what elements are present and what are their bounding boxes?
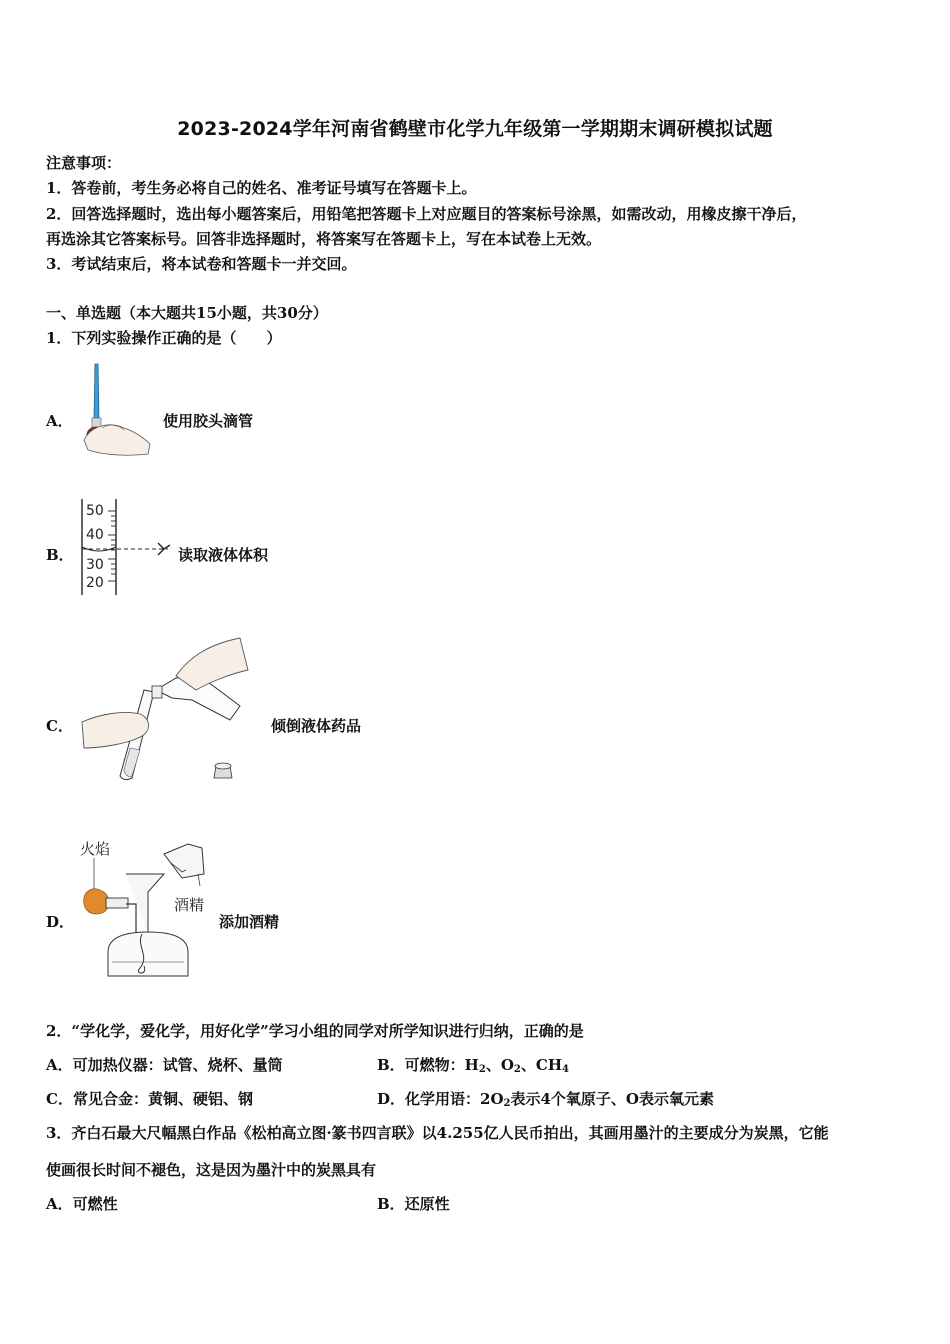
notice-heading: 注意事项： xyxy=(46,154,122,172)
page-title: 2023-2024学年河南省鹤壁市化学九年级第一学期期末调研模拟试题 xyxy=(177,118,773,140)
dropper-figure xyxy=(78,362,154,458)
q1-option-b-letter: B． xyxy=(46,546,74,564)
q1-option-c-letter: C． xyxy=(46,717,73,735)
q1-option-a-text: 使用胶头滴管 xyxy=(163,412,254,430)
question-1-stem: 1．下列实验操作正确的是（ ） xyxy=(46,329,282,347)
pouring-liquid-figure xyxy=(80,630,250,785)
q1-option-c-text: 倾倒液体药品 xyxy=(271,717,362,735)
alcohol-lamp-figure xyxy=(78,834,218,984)
q3-option-b: B．还原性 xyxy=(377,1195,450,1213)
q2-option-d: D．化学用语：$2O_2$表示4个氧原子、O表示氧元素 xyxy=(377,1090,714,1109)
graduated-cylinder-figure xyxy=(78,497,178,597)
notice-item-1: 1．答卷前，考生务必将自己的姓名、准考证号填写在答题卡上。 xyxy=(46,179,477,197)
tick-label-30: 30 xyxy=(86,557,104,573)
notice-item-2: 2．回答选择题时，选出每小题答案后，用铅笔把答题卡上对应题目的答案标号涂黑，如需改动，用橡皮擦干净后， xyxy=(46,205,807,223)
flame-label: 火焰 xyxy=(80,840,111,858)
notice-item-2-cont: 再选涂其它答案标号。回答非选择题时，将答案写在答题卡上，写在本试卷上无效。 xyxy=(46,230,602,248)
tick-label-20: 20 xyxy=(86,575,104,591)
q1-option-d-letter: D． xyxy=(46,913,75,931)
question-2-stem: 2．“学化学，爱化学，用好化学”学习小组的同学对所学知识进行归纳，正确的是 xyxy=(46,1022,584,1040)
q1-option-b-text: 读取液体体积 xyxy=(178,546,269,564)
tick-label-40: 40 xyxy=(86,527,104,543)
alcohol-label: 酒精 xyxy=(174,896,205,914)
question-3-stem-line2: 使画很长时间不褪色，这是因为墨汁中的炭黑具有 xyxy=(46,1161,377,1179)
q1-option-a-letter: A． xyxy=(46,412,73,430)
q2-option-c: C．常见合金：黄铜、硬铝、钢 xyxy=(46,1090,253,1108)
section-heading: 一、单选题（本大题共15小题，共30分） xyxy=(46,304,328,322)
q3-option-a: A．可燃性 xyxy=(46,1195,118,1213)
tick-label-50: 50 xyxy=(86,503,104,519)
q2-option-a: A．可加热仪器：试管、烧杯、量筒 xyxy=(46,1056,283,1074)
question-3-stem-line1: 3．齐白石最大尺幅黑白作品《松柏高立图·篆书四言联》以4.255亿人民币拍出，其画用墨汁的主要成分为炭黑，它能 xyxy=(46,1124,829,1142)
q1-option-d-text: 添加酒精 xyxy=(219,913,280,931)
q2-option-b: B．可燃物：$H_2$、$O_2$、$CH_4$ xyxy=(377,1056,569,1075)
notice-item-3: 3．考试结束后，将本试卷和答题卡一并交回。 xyxy=(46,255,357,273)
